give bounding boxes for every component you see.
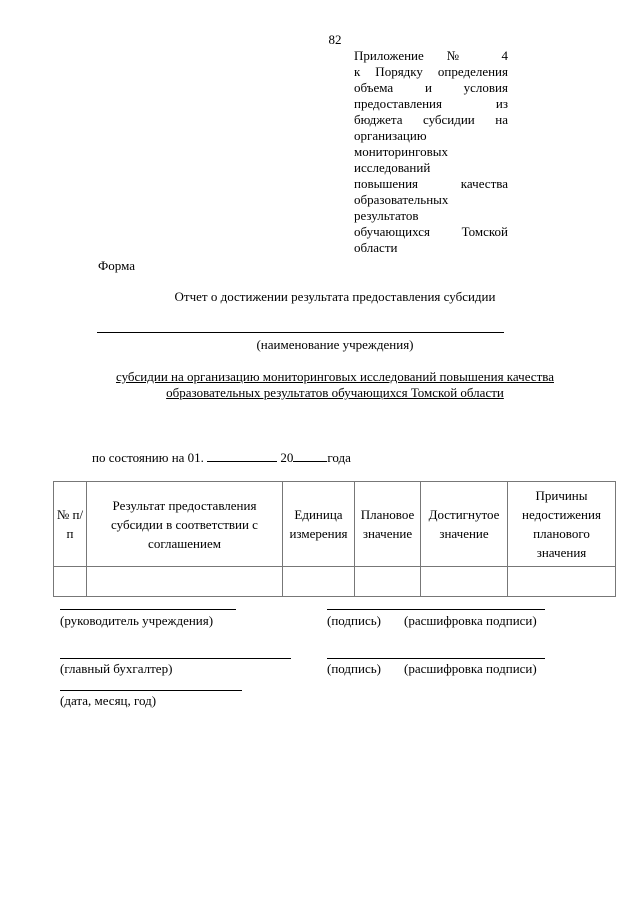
as-of-date	[92, 450, 351, 466]
header-result: Результат предоставления субсидии в соответствии с соглашением	[87, 482, 283, 567]
table-cell[interactable]	[421, 567, 508, 597]
header-number: № п/п	[54, 482, 87, 567]
head-decoding-caption: (расшифровка подписи)	[404, 613, 537, 628]
header-achieved: Достигнутое значение	[421, 482, 508, 567]
header-planned: Плановое значение	[355, 482, 421, 567]
subsidy-line: образовательных результатов обучающихся Томской области	[166, 385, 504, 400]
as-of-year-prefix: 20	[280, 450, 294, 465]
accountant-decoding-caption: (расшифровка подписи)	[404, 661, 537, 676]
table-cell[interactable]	[87, 567, 283, 597]
appendix-line: предоставления из	[354, 96, 508, 111]
accountant-caption: (главный бухгалтер)	[60, 661, 173, 676]
table-cell[interactable]	[355, 567, 421, 597]
table-cell[interactable]	[54, 567, 87, 597]
form-label: Форма	[98, 258, 135, 273]
appendix-line: к Порядку определения	[354, 64, 508, 79]
appendix-line: результатов	[354, 208, 419, 223]
date-line[interactable]	[60, 690, 242, 691]
head-caption: (руководитель учреждения)	[60, 613, 214, 628]
as-of-prefix: по состоянию на 01.	[92, 450, 204, 465]
table-header-row	[54, 482, 616, 567]
header-reasons: Причины недостижения планового значения	[508, 482, 616, 567]
head-signature-line[interactable]	[60, 609, 236, 610]
accountant-sign-line[interactable]	[327, 658, 545, 659]
appendix-line: области	[354, 240, 398, 255]
report-title: Отчет о достижении результата предоставления субсидии	[174, 289, 496, 304]
appendix-line: мониторинговых	[354, 144, 448, 159]
institution-caption: (наименование учреждения)	[256, 337, 414, 352]
subsidy-description	[0, 369, 640, 401]
date-blank[interactable]	[207, 460, 277, 462]
report-table	[53, 481, 616, 597]
as-of-suffix: года	[327, 450, 351, 465]
head-sign-line[interactable]	[327, 609, 545, 610]
appendix-line: повышения качества	[354, 176, 508, 191]
appendix-line: образовательных	[354, 192, 449, 207]
head-signature-caption: (подпись)	[327, 613, 381, 628]
accountant-signature-caption: (подпись)	[327, 661, 381, 676]
date-caption: (дата, месяц, год)	[60, 693, 157, 708]
accountant-signature-line[interactable]	[60, 658, 291, 659]
appendix-line: бюджета субсидии на	[354, 112, 508, 127]
table-row	[54, 567, 616, 597]
appendix-line: обучающихся Томской	[354, 224, 508, 239]
appendix-line: организацию	[354, 128, 427, 143]
table-cell[interactable]	[283, 567, 355, 597]
appendix-line: исследований	[354, 160, 431, 175]
header-unit: Единица измерения	[283, 482, 355, 567]
page-number: 82	[328, 32, 342, 47]
appendix-line: Приложение № 4	[354, 48, 508, 63]
subsidy-line: субсидии на организацию мониторинговых исследований повышения качества	[115, 369, 554, 384]
institution-name-line[interactable]	[97, 332, 504, 333]
table-cell[interactable]	[508, 567, 616, 597]
appendix-line: объема и условия	[354, 80, 508, 95]
appendix-header	[354, 48, 508, 256]
year-blank[interactable]	[293, 460, 327, 462]
